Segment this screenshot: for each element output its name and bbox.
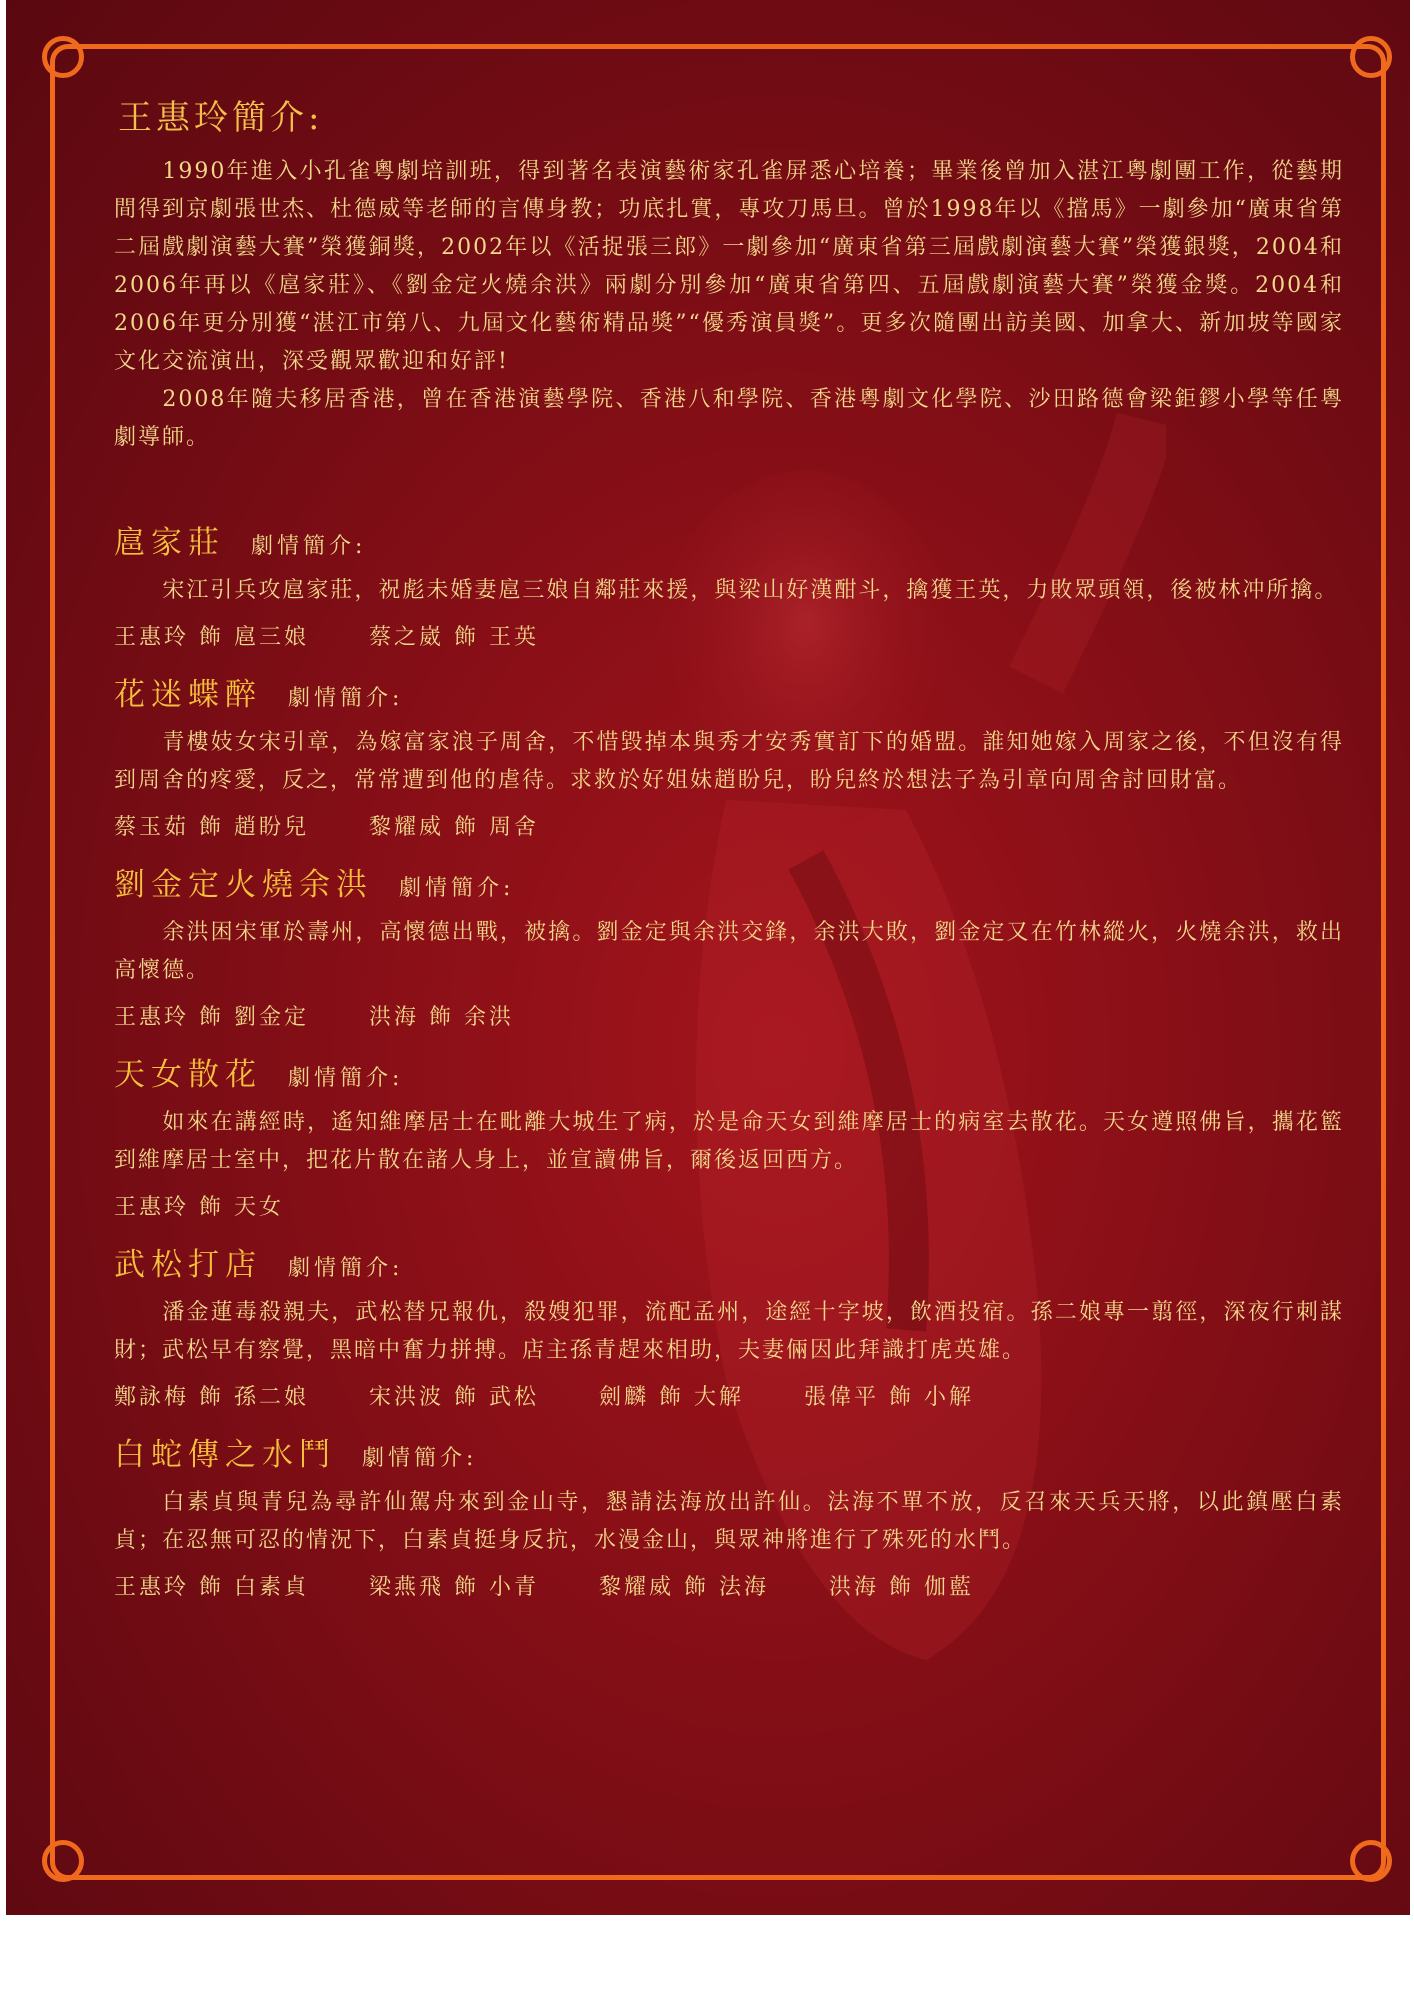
cast-entry: 梁燕飛 飾 小青: [369, 1575, 539, 1600]
play-title: 白蛇傳之水鬥: [114, 1437, 336, 1473]
play-section: [114, 517, 1344, 651]
cast-entry: 黎耀威 飾 周舍: [369, 815, 539, 840]
bio-title: 王惠玲簡介:: [118, 98, 324, 138]
play-section: [114, 1049, 1344, 1221]
synopsis-label: 劇情簡介:: [288, 1256, 404, 1281]
play-synopsis: 青樓妓女宋引章，為嫁富家浪子周舍，不惜毀掉本與秀才安秀實訂下的婚盟。誰知她嫁入周家之後，不但沒有得到周舍的疼愛，反之，常常遭到他的虐待。求救於好姐妹趙盼兒，盼兒終於想法子為引章向周舍討回財富。: [114, 730, 1344, 793]
play-heading: [114, 859, 1344, 904]
cast-entry: 宋洪波 飾 武松: [369, 1385, 539, 1410]
cast-entry: 王惠玲 飾 天女: [114, 1195, 284, 1220]
corner-scroll-bottom-left: [42, 1840, 84, 1882]
play-synopsis: 宋江引兵攻扈家莊，祝彪未婚妻扈三娘自鄰莊來援，與梁山好漢酣斗，擒獲王英，力敗眾頭領，後被林冲所擒。: [162, 578, 1339, 603]
bio-paragraph: 1990年進入小孔雀粵劇培訓班，得到著名表演藝術家孔雀屏悉心培養；畢業後曾加入湛江粵劇團工作，從藝期間得到京劇張世杰、杜德威等老師的言傳身教；功底扎實，專攻刀馬旦。曾於1998年以《擋馬》一劇參加“廣東省第二屆戲劇演藝大賽”榮獲銅獎，2002年以《活捉張三郎》一劇參加“廣東省第三屆戲劇演藝大賽”榮獲銀獎，2004和2006年再以《扈家莊》、《劉金定火燒余洪》兩劇分別參加“廣東省第四、五屆戲劇演藝大賽”榮獲金獎。2004和2006年更分別獲“湛江市第八、九屆文化藝術精品獎”“優秀演員獎”。更多次隨團出訪美國、加拿大、新加坡等國家文化交流演出，深受觀眾歡迎和好評!: [114, 159, 1344, 374]
cast-entry: 黎耀威 飾 法海: [599, 1575, 769, 1600]
synopsis-label: 劇情簡介:: [288, 1066, 404, 1091]
cast-entry: 王惠玲 飾 扈三娘: [114, 625, 309, 650]
play-heading: [114, 1429, 1344, 1474]
play-section: [114, 1239, 1344, 1411]
play-synopsis: 余洪困宋軍於壽州，高懷德出戰，被擒。劉金定與余洪交鋒，余洪大敗，劉金定又在竹林縱火，火燒余洪，救出高懷德。: [114, 920, 1344, 983]
play-heading: [114, 1239, 1344, 1284]
cast-list: [114, 1000, 1344, 1031]
cast-entry: 王惠玲 飾 劉金定: [114, 1005, 309, 1030]
play-synopsis: 如來在講經時，遙知維摩居士在毗離大城生了病，於是命天女到維摩居士的病室去散花。天女遵照佛旨，攜花籃到維摩居士室中，把花片散在諸人身上，並宣讀佛旨，爾後返回西方。: [114, 1110, 1344, 1173]
cast-entry: 蔡之崴 飾 王英: [369, 625, 539, 650]
play-section: [114, 859, 1344, 1031]
cast-entry: 張偉平 飾 小解: [804, 1385, 974, 1410]
play-title: 花迷蝶醉: [114, 677, 262, 713]
play-heading: [114, 669, 1344, 714]
play-title: 天女散花: [114, 1057, 262, 1093]
synopsis-label: 劇情簡介:: [288, 686, 404, 711]
cast-entry: 王惠玲 飾 白素貞: [114, 1575, 309, 1600]
play-sections: [114, 517, 1344, 1601]
bio-paragraph: 2008年隨夫移居香港，曾在香港演藝學院、香港八和學院、香港粵劇文化學院、沙田路德會梁鉅鏐小學等任粵劇導師。: [114, 387, 1344, 450]
content-area: [114, 90, 1344, 1601]
play-heading: [114, 1049, 1344, 1094]
cast-entry: 蔡玉茹 飾 趙盼兒: [114, 815, 309, 840]
play-title: 扈家莊: [114, 525, 225, 561]
play-title: 劉金定火燒余洪: [114, 867, 373, 903]
play-synopsis: 潘金蓮毒殺親夫，武松替兄報仇，殺嫂犯罪，流配孟州，途經十字坡，飲酒投宿。孫二娘專一翦徑，深夜行刺謀財；武松早有察覺，黑暗中奮力拼搏。店主孫青趕來相助，夫妻倆因此拜識打虎英雄。: [114, 1300, 1344, 1363]
cast-entry: 劍麟 飾 大解: [599, 1385, 744, 1410]
synopsis-label: 劇情簡介:: [251, 534, 367, 559]
cast-list: [114, 1380, 1344, 1411]
corner-scroll-bottom-right: [1350, 1840, 1392, 1882]
cast-entry: 鄭詠梅 飾 孫二娘: [114, 1385, 309, 1410]
cast-list: [114, 810, 1344, 841]
play-section: [114, 1429, 1344, 1601]
corner-scroll-top-right: [1350, 36, 1392, 78]
synopsis-label: 劇情簡介:: [399, 876, 515, 901]
play-synopsis: 白素貞與青兒為尋許仙駕舟來到金山寺，懇請法海放出許仙。法海不單不放，反召來天兵天將，以此鎮壓白素貞；在忍無可忍的情況下，白素貞挺身反抗，水漫金山，與眾神將進行了殊死的水鬥。: [114, 1490, 1344, 1553]
cast-list: [114, 1190, 1344, 1221]
play-title: 武松打店: [114, 1247, 262, 1283]
play-section: [114, 669, 1344, 841]
brochure-page: [6, 0, 1410, 1915]
cast-entry: 洪海 飾 伽藍: [829, 1575, 974, 1600]
cast-list: [114, 1570, 1344, 1601]
cast-entry: 洪海 飾 余洪: [369, 1005, 514, 1030]
play-heading: [114, 517, 1344, 562]
cast-list: [114, 620, 1344, 651]
corner-scroll-top-left: [42, 36, 84, 78]
synopsis-label: 劇情簡介:: [362, 1446, 478, 1471]
